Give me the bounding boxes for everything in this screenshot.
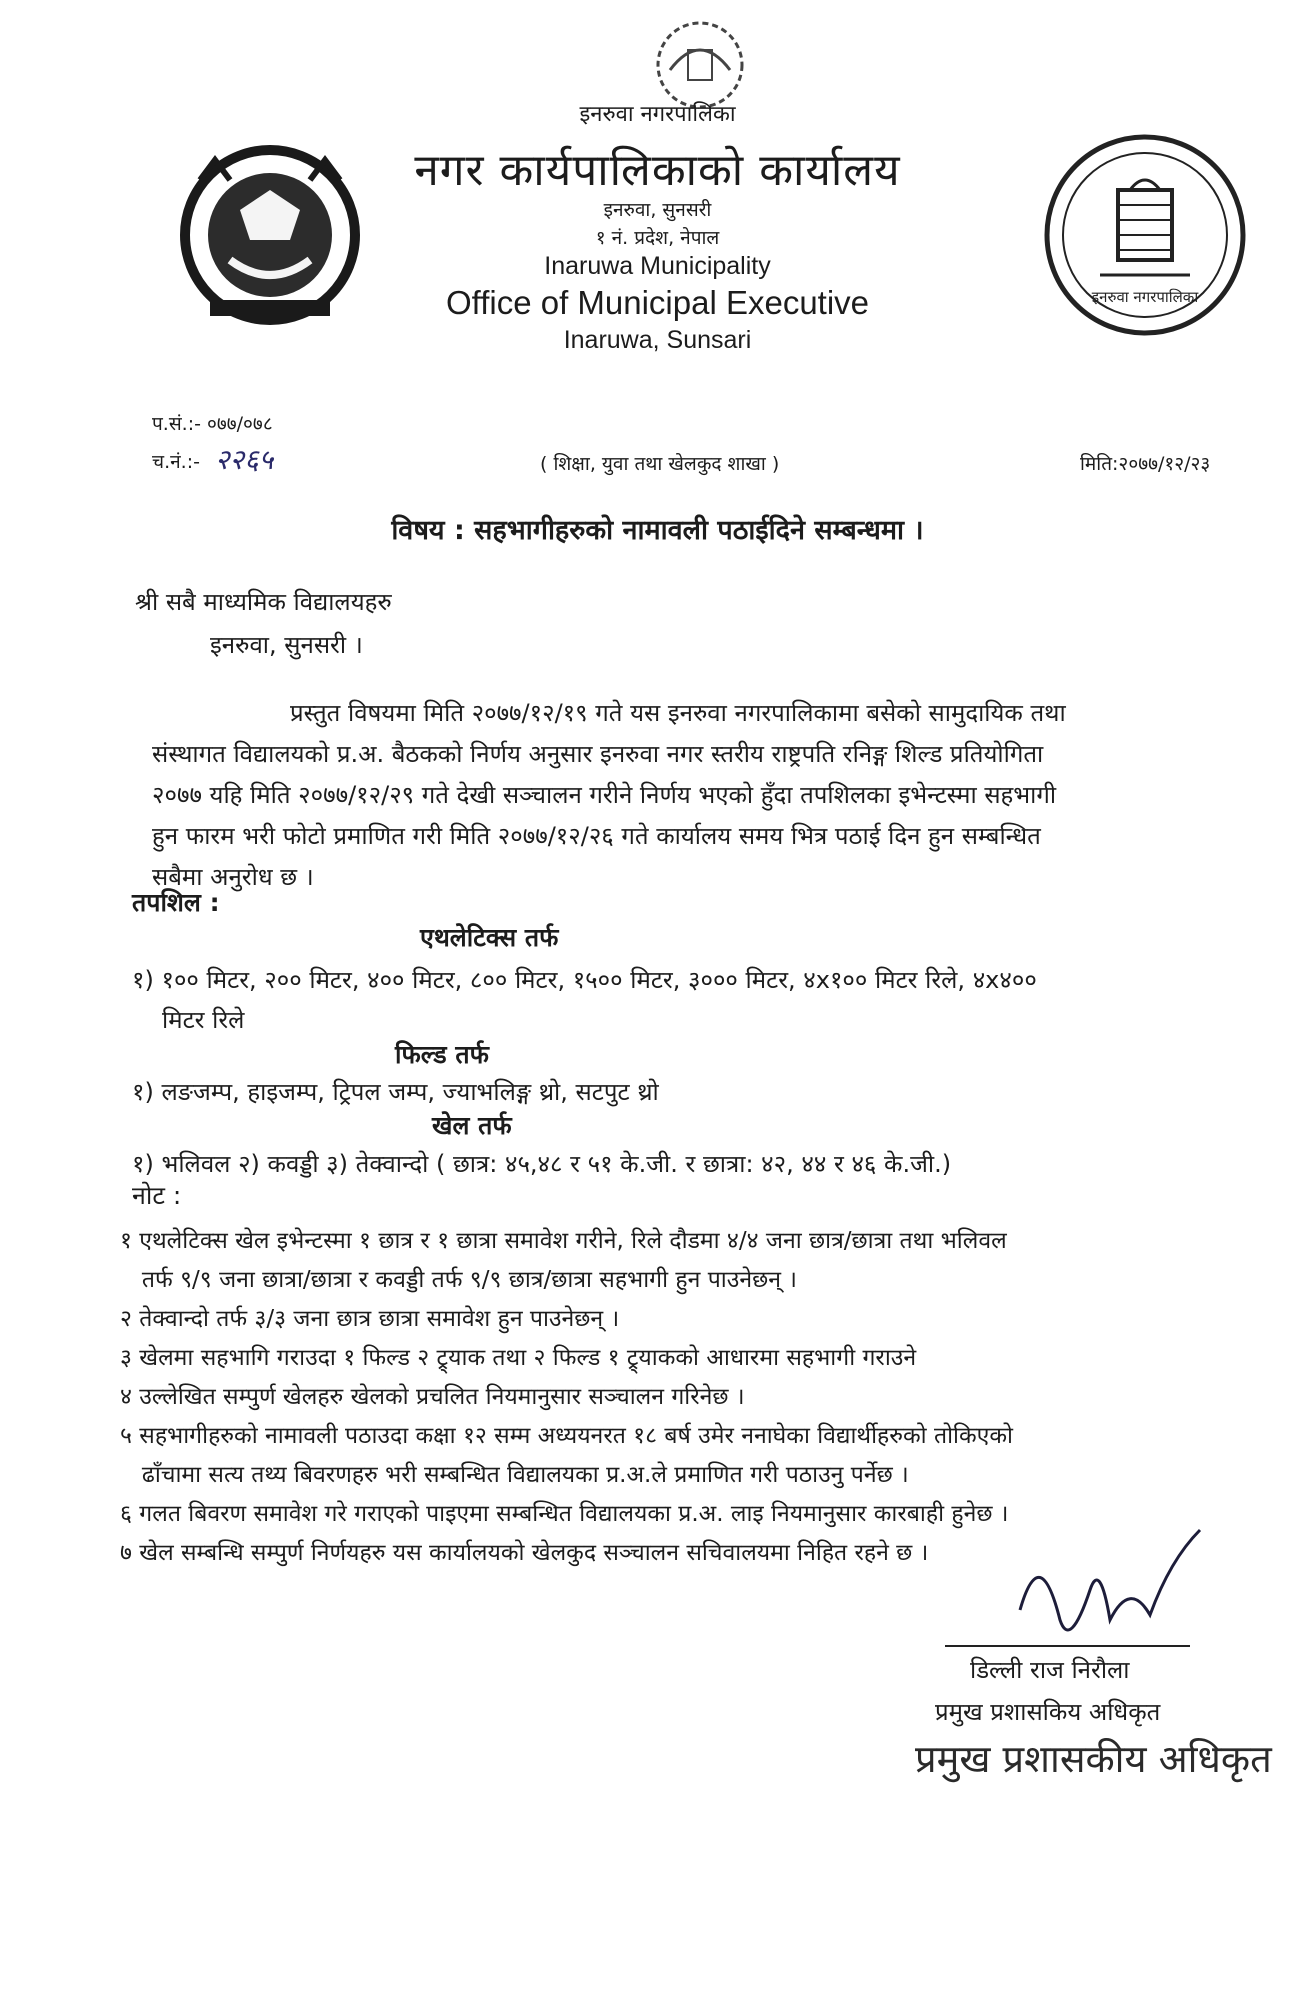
ps-number: प.सं.:- ०७७/०७८ — [152, 413, 273, 435]
note-3: ३ खेलमा सहभागि गराउदा १ फिल्ड २ ट्र्याक तथा २ फिल्ड १ ट्र्याकको आधारमा सहभागी गराउने — [120, 1345, 917, 1371]
note-6: ६ गलत बिवरण समावेश गरे गराएको पाइएमा सम्बन्धित विद्यालयका प्र.अ. लाइ नियमानुसार कारबाही हुनेछ । — [120, 1501, 1009, 1527]
body-line-4: हुन फारम भरी फोटो प्रमाणित गरी मिति २०७७/१२/२६ गते कार्यालय समय भित्र पठाई दिन हुन सम्बन्धित — [152, 822, 1041, 850]
note-2: २ तेक्वान्दो तर्फ ३/३ जना छात्र छात्रा समावेश हुन पाउनेछन् । — [120, 1306, 620, 1332]
note-5-line-2: ढाँचामा सत्य तथ्य बिवरणहरु भरी सम्बन्धित विद्यालयका प्र.अ.ले प्रमाणित गरी पठाउनु पर्नेछ । — [120, 1462, 909, 1488]
body-line-3: २०७७ यहि मिति २०७७/१२/२९ गते देखी सञ्चालन गरीने निर्णय भएको हुँदा तपशिलका इभेन्टस्मा सहभागी — [152, 781, 1057, 809]
note-7: ७ खेल सम्बन्धि सम्पुर्ण निर्णयहरु यस कार्यालयको खेलकुद सञ्चालन सचिवालयमा निहित रहने छ । — [120, 1540, 929, 1566]
signature-scribble-icon — [1000, 1520, 1220, 1660]
athletics-items-line-1: १) १०० मिटर, २०० मिटर, ४०० मिटर, ८०० मिटर, १५०० मिटर, ३००० मिटर, ४x१०० मिटर रिले, ४x४०० — [132, 966, 1037, 994]
note-label: नोट : — [132, 1181, 182, 1210]
office-title-en: Office of Municipal Executive — [445, 284, 870, 321]
field-heading: फिल्ड तर्फ — [395, 1040, 489, 1069]
municipality-seal-icon — [1040, 130, 1250, 340]
municipality-name-np: इनरुवा नगरपालिका — [579, 102, 736, 127]
province-np: १ नं. प्रदेश, नेपाल — [595, 227, 720, 249]
signatory-name: डिल्ली राज निरौला — [970, 1656, 1130, 1684]
note-1-line-1: १ एथलेटिक्स खेल इभेन्टस्मा १ छात्र र १ छात्रा समावेश गरीने, रिले दौडमा ४/४ जना छात्र/छात्रा तथा भलिवल — [120, 1228, 1007, 1254]
field-items: १) लङजम्प, हाइजम्प, ट्रिपल जम्प, ज्याभलिङ्ग थ्रो, सटपुट थ्रो — [132, 1078, 659, 1106]
body-line-2: संस्थागत विद्यालयको प्र.अ. बैठकको निर्णय अनुसार इनरुवा नगर स्तरीय राष्ट्रपति रनिङ्ग शिल्ड प्रतियोगिता — [152, 740, 1044, 768]
nepal-emblem-icon — [170, 140, 370, 330]
addressee-line-2: इनरुवा, सुनसरी । — [210, 631, 363, 659]
games-items: १) भलिवल २) कवड्डी ३) तेक्वान्दो ( छात्र: ४५,४८ र ५१ के.जी. र छात्रा: ४२, ४४ र ४६ के.जी.) — [132, 1150, 952, 1178]
address-np: इनरुवा, सुनसरी — [603, 199, 712, 221]
note-5-line-1: ५ सहभागीहरुको नामावली पठाउदा कक्षा १२ सम्म अध्ययनरत १८ बर्ष उमेर ननाघेका विद्यार्थीहरुको तोकिएको — [120, 1423, 1013, 1449]
athletics-items-line-2: मिटर रिले — [162, 1006, 245, 1034]
tapashil-label: तपशिल : — [132, 888, 220, 917]
note-4: ४ उल्लेखित सम्पुर्ण खेलहरु खेलको प्रचलित नियमानुसार सञ्चालन गरिनेछ । — [120, 1384, 745, 1410]
address-en: Inaruwa, Sunsari — [563, 326, 752, 354]
section-name: ( शिक्षा, युवा तथा खेलकुद शाखा ) — [540, 453, 780, 475]
office-title-np: नगर कार्यपालिकाको कार्यालय — [414, 145, 901, 196]
letter-date: मिति:२०७७/१२/२३ — [1080, 453, 1211, 475]
cn-label: च.नं.:- — [152, 451, 200, 473]
seal-text: इनरुवा नगरपालिका — [1091, 288, 1199, 306]
official-stamp: प्रमुख प्रशासकीय अधिकृत — [915, 1737, 1272, 1781]
signatory-title: प्रमुख प्रशासकिय अधिकृत — [935, 1698, 1161, 1726]
body-line-5: सबैमा अनुरोध छ । — [152, 863, 314, 891]
cn-number-handwritten: २२६५ — [215, 443, 274, 476]
games-heading: खेल तर्फ — [432, 1111, 512, 1140]
municipality-name-en: Inaruwa Municipality — [544, 252, 771, 280]
signature-line — [945, 1645, 1190, 1647]
body-line-1: प्रस्तुत विषयमा मिति २०७७/१२/१९ गते यस इनरुवा नगरपालिकामा बसेको सामुदायिक तथा — [290, 699, 1066, 727]
athletics-heading: एथलेटिक्स तर्फ — [420, 923, 559, 952]
subject-line: विषय : सहभागीहरुको नामावली पठाईदिने सम्बन्धमा । — [391, 515, 924, 546]
note-1-line-2: तर्फ ९/९ जना छात्रा/छात्रा र कवड्डी तर्फ ९/९ छात्र/छात्रा सहभागी हुन पाउनेछन् । — [120, 1267, 797, 1293]
addressee-line-1: श्री सबै माध्यमिक विद्यालयहरु — [135, 588, 392, 616]
